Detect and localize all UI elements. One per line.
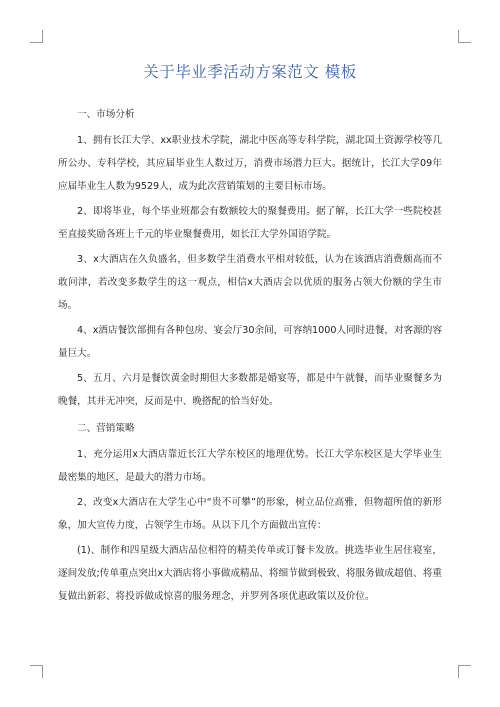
document-body [58,60,442,610]
document-title: 关于毕业季活动方案范文 模板 [143,63,357,81]
crop-mark-bottom-left [30,665,43,678]
paragraph: 2、改变x大酒店在大学生心中“贵不可攀”的形象，树立品位高雅，但物超所值的新形象，加大宣传力度，占领学生市场。从以下几个方面做出宣传： [58,497,442,531]
section-heading: 二、营销策略 [77,423,135,434]
paragraph: 2、即将毕业，每个毕业班都会有数额较大的聚餐费用。据了解，长江大学一些院校甚至直接奖励各班上千元的毕业聚餐费用，如长江大学外国语学院。 [58,206,442,240]
crop-mark-bottom-right [458,665,471,678]
paragraph: 1、拥有长江大学、xx职业技术学院，湖北中医高等专科学院，湖北国土资源学校等几所公办、专科学校，其应届毕业生人数过万，消费市场潜力巨大。据统计，长江大学09年应届毕业生人数为9529人，成为此次营销策划的主要目标市场。 [58,135,442,192]
crop-mark-top-right [458,30,471,43]
crop-mark-top-left [30,30,43,43]
section-marketing-strategy [58,422,442,608]
paragraph: (1)、制作和四星级大酒店品位相符的精美传单或订餐卡发放。挑选毕业生居住寝室，逐间发放;传单重点突出x大酒店将小事做成精品、将细节做到极致、将服务做成超值、将重复做出新彩、将投诉做成惊喜的服务理念，并罗列各项优惠政策以及价位。 [58,545,442,602]
paragraph: 5、五月、六月是餐饮黄金时期但大多数都是婚宴等，都是中午就餐，而毕业聚餐多为晚餐，其并无冲突，反而是中、晚搭配的恰当好处。 [58,373,442,407]
paragraph: 4、x酒店餐饮部拥有各种包房、宴会厅30余间，可容纳1000人同时进餐，对客源的容量巨大。 [58,325,442,359]
paragraph: 1、充分运用x大酒店靠近长江大学东校区的地理优势。长江大学东校区是大学毕业生最密集的地区，是最大的潜力市场。 [58,449,442,483]
paragraph: 3、x大酒店在久负盛名，但多数学生消费水平相对较低，认为在该酒店消费颇高而不敢问津，若改变多数学生的这一观点，相信x大酒店会以优质的服务占领大份额的学生市场。 [58,254,442,311]
section-heading: 一、市场分析 [77,109,135,120]
section-market-analysis [58,108,442,413]
